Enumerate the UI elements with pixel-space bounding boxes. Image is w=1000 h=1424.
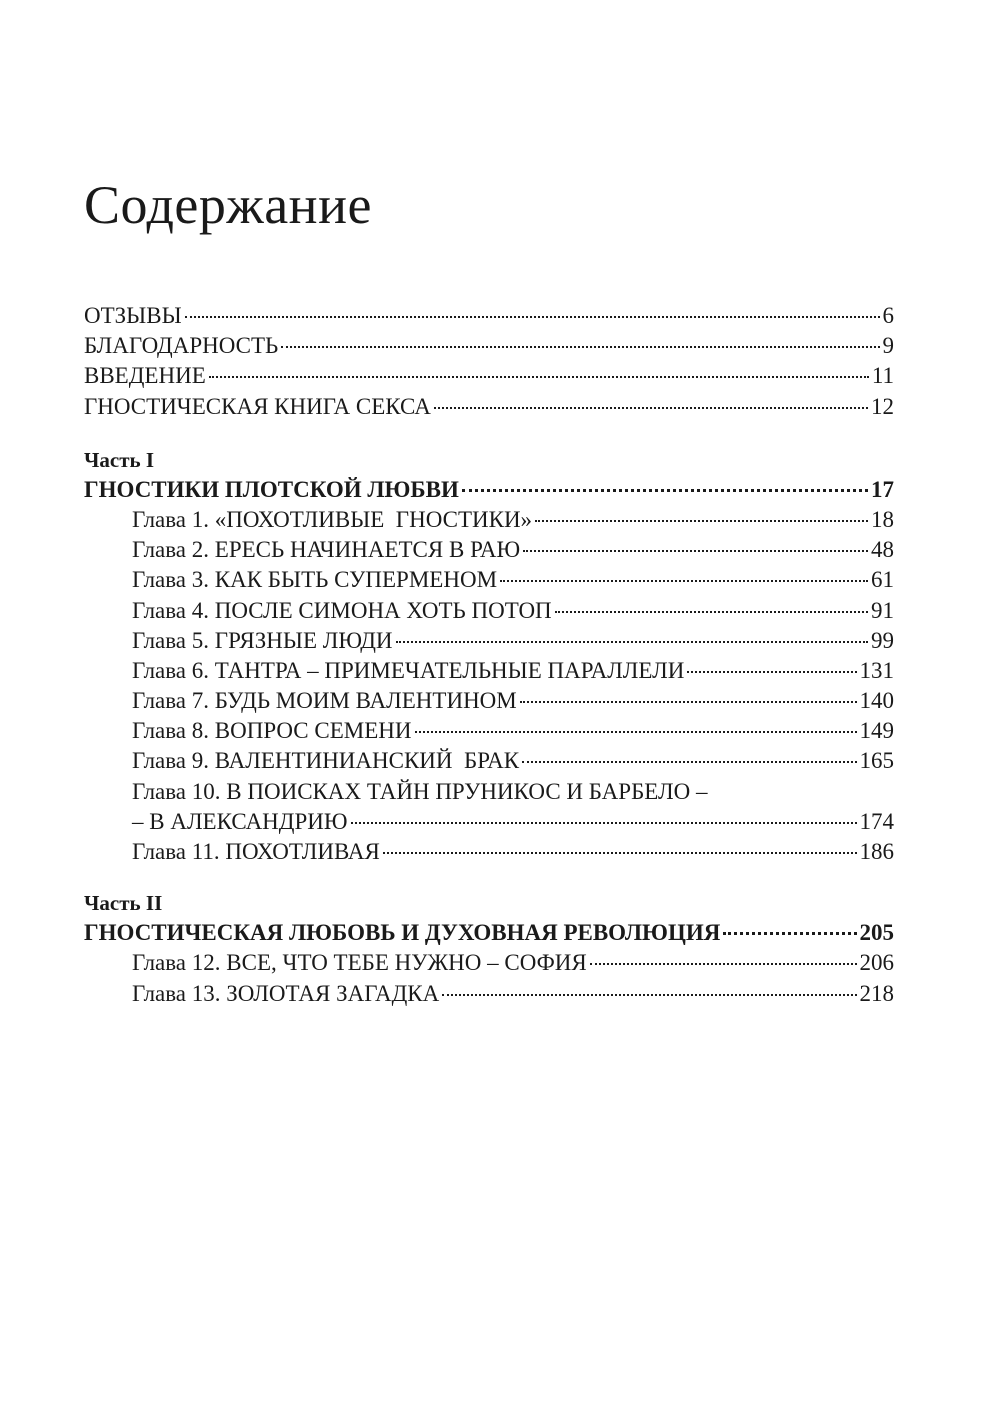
dot-leader bbox=[500, 580, 868, 582]
dot-leader bbox=[209, 376, 869, 378]
toc-entry-chapter-12[interactable] bbox=[132, 948, 894, 978]
dot-leader bbox=[185, 316, 880, 318]
toc-entry-label: Глава 4. ПОСЛЕ СИМОНА ХОТЬ ПОТОП bbox=[132, 597, 552, 623]
toc-entry-chapter-5[interactable] bbox=[132, 626, 894, 656]
toc-entry-label: Глава 2. ЕРЕСЬ НАЧИНАЕТСЯ В РАЮ bbox=[132, 537, 521, 563]
toc-entry-label: Глава 6. ТАНТРА – ПРИМЕЧАТЕЛЬНЫЕ ПАРАЛЛЕЛИ bbox=[132, 657, 685, 683]
toc-entry-page: 48 bbox=[871, 537, 894, 563]
toc-entry-label: Глава 7. БУДЬ МОИМ ВАЛЕНТИНОМ bbox=[132, 688, 517, 714]
dot-leader bbox=[535, 520, 868, 522]
part-page: 205 bbox=[859, 920, 894, 946]
toc-entry-page: 11 bbox=[871, 363, 894, 389]
dot-leader bbox=[442, 994, 856, 996]
toc-entry-page: 218 bbox=[859, 980, 894, 1006]
toc-entry-page: 9 bbox=[882, 333, 894, 359]
toc-entry-page: 149 bbox=[859, 718, 894, 744]
toc-entry-page: 91 bbox=[871, 597, 894, 623]
toc-entry-label: ВВЕДЕНИЕ bbox=[84, 363, 206, 389]
spacer bbox=[84, 422, 894, 445]
toc-entry-label: ОТЗЫВЫ bbox=[84, 303, 182, 328]
toc-entry-acknowledgements[interactable] bbox=[84, 331, 894, 361]
toc-entry-label: Глава 12. ВСЕ, ЧТО ТЕБЕ НУЖНО – СОФИЯ bbox=[132, 950, 587, 976]
part-title: ГНОСТИКИ ПЛОТСКОЙ ЛЮБВИ bbox=[84, 476, 459, 502]
dot-leader bbox=[281, 346, 879, 348]
table-of-contents bbox=[84, 301, 894, 1009]
toc-entry-chapter-4[interactable] bbox=[132, 596, 894, 626]
dot-leader bbox=[555, 611, 868, 613]
toc-entry-label: Глава 13. ЗОЛОТАЯ ЗАГАДКА bbox=[132, 980, 440, 1006]
toc-entry-chapter-9[interactable] bbox=[132, 746, 894, 776]
toc-entry-page: 165 bbox=[859, 748, 894, 774]
page-title: Содержание bbox=[84, 175, 372, 235]
dot-leader bbox=[723, 932, 856, 935]
dot-leader bbox=[351, 822, 857, 824]
toc-entry-page: 6 bbox=[882, 303, 894, 328]
toc-entry-reviews[interactable] bbox=[84, 301, 894, 331]
toc-entry-page: 12 bbox=[871, 393, 894, 419]
toc-entry-chapter-1[interactable] bbox=[132, 505, 894, 535]
dot-leader bbox=[523, 550, 868, 552]
dot-leader bbox=[462, 489, 868, 492]
toc-entry-label: Глава 1. «ПОХОТЛИВЫЕ ГНОСТИКИ» bbox=[132, 506, 533, 532]
dot-leader bbox=[434, 407, 868, 409]
part-page: 17 bbox=[871, 476, 894, 502]
toc-entry-label: Глава 10. В ПОИСКАХ ТАЙН ПРУНИКОС И БАРБЕЛО – bbox=[132, 778, 708, 804]
toc-entry-chapter-10-line-1[interactable] bbox=[132, 777, 894, 807]
dot-leader bbox=[520, 701, 857, 703]
toc-entry-label: БЛАГОДАРНОСТЬ bbox=[84, 333, 279, 359]
part-2-title-entry[interactable] bbox=[84, 918, 894, 948]
dot-leader bbox=[522, 761, 856, 763]
toc-entry-page: 174 bbox=[859, 808, 894, 834]
toc-entry-label: Глава 9. ВАЛЕНТИНИАНСКИЙ БРАК bbox=[132, 748, 520, 774]
dot-leader bbox=[383, 852, 857, 854]
toc-entry-page: 140 bbox=[859, 688, 894, 714]
dot-leader bbox=[687, 671, 856, 673]
toc-entry-chapter-7[interactable] bbox=[132, 686, 894, 716]
toc-entry-label: Глава 5. ГРЯЗНЫЕ ЛЮДИ bbox=[132, 627, 393, 653]
toc-entry-chapter-3[interactable] bbox=[132, 565, 894, 595]
toc-entry-page: 61 bbox=[871, 567, 894, 593]
part-title: ГНОСТИЧЕСКАЯ ЛЮБОВЬ И ДУХОВНАЯ РЕВОЛЮЦИЯ bbox=[84, 920, 721, 946]
toc-entry-chapter-6[interactable] bbox=[132, 656, 894, 686]
dot-leader bbox=[415, 731, 857, 733]
toc-entry-page: 131 bbox=[859, 657, 894, 683]
toc-entry-page: 186 bbox=[859, 839, 894, 864]
dot-leader bbox=[590, 963, 857, 965]
toc-entry-chapter-2[interactable] bbox=[132, 535, 894, 565]
part-1-label: Часть I bbox=[84, 447, 155, 472]
part-1-title-entry[interactable] bbox=[84, 475, 894, 505]
toc-entry-chapter-11[interactable] bbox=[132, 837, 894, 867]
toc-entry-introduction[interactable] bbox=[84, 361, 894, 391]
toc-entry-chapter-10-line-2[interactable] bbox=[132, 807, 894, 837]
toc-entry-label: Глава 3. КАК БЫТЬ СУПЕРМЕНОМ bbox=[132, 567, 498, 593]
toc-entry-page: 18 bbox=[871, 506, 894, 532]
toc-entry-label: Глава 8. ВОПРОС СЕМЕНИ bbox=[132, 718, 412, 744]
dot-leader bbox=[396, 641, 868, 643]
part-2-label: Часть II bbox=[84, 891, 163, 916]
toc-entry-label: – В АЛЕКСАНДРИЮ bbox=[132, 808, 348, 834]
toc-entry-chapter-8[interactable] bbox=[132, 716, 894, 746]
spacer bbox=[84, 867, 894, 888]
toc-entry-chapter-13[interactable] bbox=[132, 979, 894, 1009]
toc-entry-gnostic-book[interactable] bbox=[84, 392, 894, 422]
toc-entry-page: 99 bbox=[871, 627, 894, 653]
toc-entry-label: ГНОСТИЧЕСКАЯ КНИГА СЕКСА bbox=[84, 393, 431, 419]
toc-entry-label: Глава 11. ПОХОТЛИВАЯ bbox=[132, 839, 380, 864]
toc-entry-page: 206 bbox=[859, 950, 894, 976]
